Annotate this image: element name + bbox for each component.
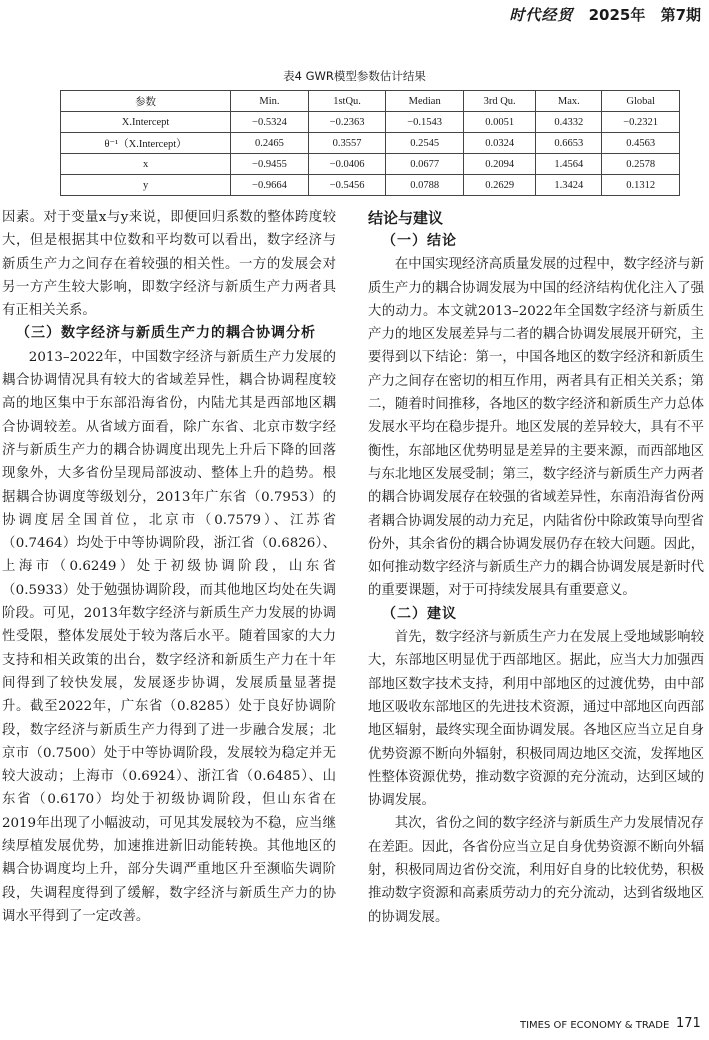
table-cell: −0.0406 (308, 154, 386, 175)
page-number: 171 (676, 1016, 701, 1031)
table-row (61, 133, 680, 154)
table-cell: X.Intercept (61, 112, 231, 133)
journal-year: 2025年 (588, 6, 646, 24)
section-heading: 结论与建议 (368, 209, 444, 227)
table-cell: 0.4332 (536, 112, 602, 133)
table-row (61, 112, 680, 133)
journal-name: 时代经贸 (509, 6, 574, 24)
table-cell: θ⁻¹（X.Intercept） (61, 133, 231, 154)
table-cell: 0.0051 (463, 112, 535, 133)
table-cell: 0.2578 (602, 154, 680, 175)
subsection-heading: （一）结论 (382, 233, 457, 249)
subsection-heading: （三）数字经济与新质生产力的耦合协调分析 (16, 325, 316, 342)
table-cell: 0.2545 (386, 133, 464, 154)
left-column (2, 206, 336, 928)
table-cell: y (61, 175, 231, 196)
table-cell: −0.9664 (231, 175, 309, 196)
table-header-cell: Max. (536, 91, 602, 112)
table-header-cell: 3rd Qu. (463, 91, 535, 112)
table-cell: 1.4564 (536, 154, 602, 175)
table-header-cell: Median (386, 91, 464, 112)
table-header-cell: Min. (231, 91, 309, 112)
table-header-cell: Global (602, 91, 680, 112)
table-header-row (61, 91, 680, 112)
table-cell: 0.4563 (602, 133, 680, 154)
table-cell: −0.5324 (231, 112, 309, 133)
table-row (61, 154, 680, 175)
table-cell: 0.3557 (308, 133, 386, 154)
body-paragraph: 2013–2022年，中国数字经济与新质生产力发展的耦合协调情况具有较大的省域差异性，耦合协调程度较高的地区集中于东部沿海省份，内陆尤其是西部地区耦合协调较差。从省域方面看，除广东省、北京市数字经济与新质生产力的耦合协调度出现先上升后下降的回落现象外，大多省份呈现局部波动、整体上升的趋势。根据耦合协调度等级划分，2013年广东省（0.7953）的协调度居全国首位，北京市（0.7579）、江苏省（0.7464）均处于中等协调阶段，浙江省（0.6826）、上海市（0.6249）处于初级协调阶段，山东省（0.5933）处于勉强协调阶段，而其他地区均处在失调阶段。可见，2013年数字经济与新质生产力发展的协调性受限，整体发展处于较为落后水平。随着国家的大力支持和相关政策的出台，数字经济和新质生产力在十年间得到了较快发展，发展逐步协调，发展质量显著提升。截至2022年，广东省（0.8285）处于良好协调阶段，数字经济与新质生产力得到了进一步融合发展；北京市（0.7500）处于中等协调阶段，发展较为稳定并无较大波动；上海市（0.6924）、浙江省（0.6485）、山东省（0.6170）均处于初级协调阶段，但山东省在2019年出现了小幅波动，可见其发展较为不稳，应当继续厚植发展优势，加速推进新旧动能转换。其他地区的耦合协调度均上升，部分失调严重地区升至濒临失调阶段，失调程度得到了缓解，数字经济与新质生产力的协调水平得到了一定改善。 (2, 349, 336, 924)
footer-journal-name: TIMES OF ECONOMY & TRADE (520, 1020, 670, 1031)
table-cell: 0.6653 (536, 133, 602, 154)
body-paragraph: 其次，省份之间的数字经济与新质生产力发展情况存在差距。因此，各省份应当立足自身优势资源不断向外辐射，积极同周边省份交流，利用好自身的比较优势，积极推动数字资源和高素质劳动力的充分流动，达到省级地区的协调发展。 (368, 816, 704, 925)
table-row (61, 175, 680, 196)
body-paragraph: 首先，数字经济与新质生产力在发展上受地域影响较大，东部地区明显优于西部地区。据此，应当大力加强西部地区数字技术支持，利用中部地区的过渡优势，由中部地区吸收东部地区的先进技术资源，通过中部地区向西部地区辐射，最终实现全面协调发展。各地区应当立足自身优势资源不断向外辐射，积极同周边地区交流，发挥地区性整体资源优势，推动数字资源的充分流动，达到区域的协调发展。 (368, 630, 704, 809)
table-cell: 0.2465 (231, 133, 309, 154)
table-cell: 0.0788 (386, 175, 464, 196)
table-cell: 0.0677 (386, 154, 464, 175)
table-cell: 0.0324 (463, 133, 535, 154)
right-column (368, 206, 704, 929)
running-header (499, 4, 701, 25)
body-paragraph: 在中国实现经济高质量发展的过程中，数字经济与新质生产力的耦合协调发展为中国的经济结构优化注入了强大的动力。本文就2013–2022年全国数字经济与新质生产力的地区发展差异与二者的耦合协调发展展开研究，主要得到以下结论：第一，中国各地区的数字经济和新质生产力之间存在密切的相互作用，两者具有正相关关系；第二，随着时间推移，各地区的数字经济和新质生产力总体发展水平均在稳步提升。地区发展的差异较大，具有不平衡性，东部地区优势明显是差异的主要来源，而西部地区与东北地区发展受制；第三，数字经济与新质生产力两者的耦合协调发展存在较强的省域差异性，东南沿海省份两者耦合协调发展的动力充足，内陆省份中除政策导向型省份外，其余省份的耦合协调发展仍存在较大问题。因此，如何推动数字经济与新质生产力的耦合协调发展是新时代的重要课题，对于可持续发展具有重要意义。 (368, 257, 704, 599)
table-header-cell: 参数 (61, 91, 231, 112)
table-cell: −0.9455 (231, 154, 309, 175)
table-cell: 1.3424 (536, 175, 602, 196)
table-cell: −0.2363 (308, 112, 386, 133)
table-cell: −0.2321 (602, 112, 680, 133)
body-paragraph: 因素。对于变量x与y来说，即便回归系数的整体跨度较大，但是根据其中位数和平均数可以看出，数字经济与新质生产力之间存在着较强的相关性。一方的发展会对另一方产生较大影响，即数字经济与新质生产力两者具有正相关关系。 (2, 210, 336, 319)
table-cell: −0.5456 (308, 175, 386, 196)
table-cell: −0.1543 (386, 112, 464, 133)
subsection-heading: （二）建议 (382, 605, 457, 622)
journal-issue: 第7期 (660, 6, 701, 24)
table-cell: 0.2629 (463, 175, 535, 196)
table-cell: 0.1312 (602, 175, 680, 196)
table-caption: 表4 GWR模型参数估计结果 (283, 69, 426, 83)
table-cell: x (61, 154, 231, 175)
gwr-parameter-table (60, 90, 680, 196)
table-header-cell: 1stQu. (308, 91, 386, 112)
table-cell: 0.2094 (463, 154, 535, 175)
